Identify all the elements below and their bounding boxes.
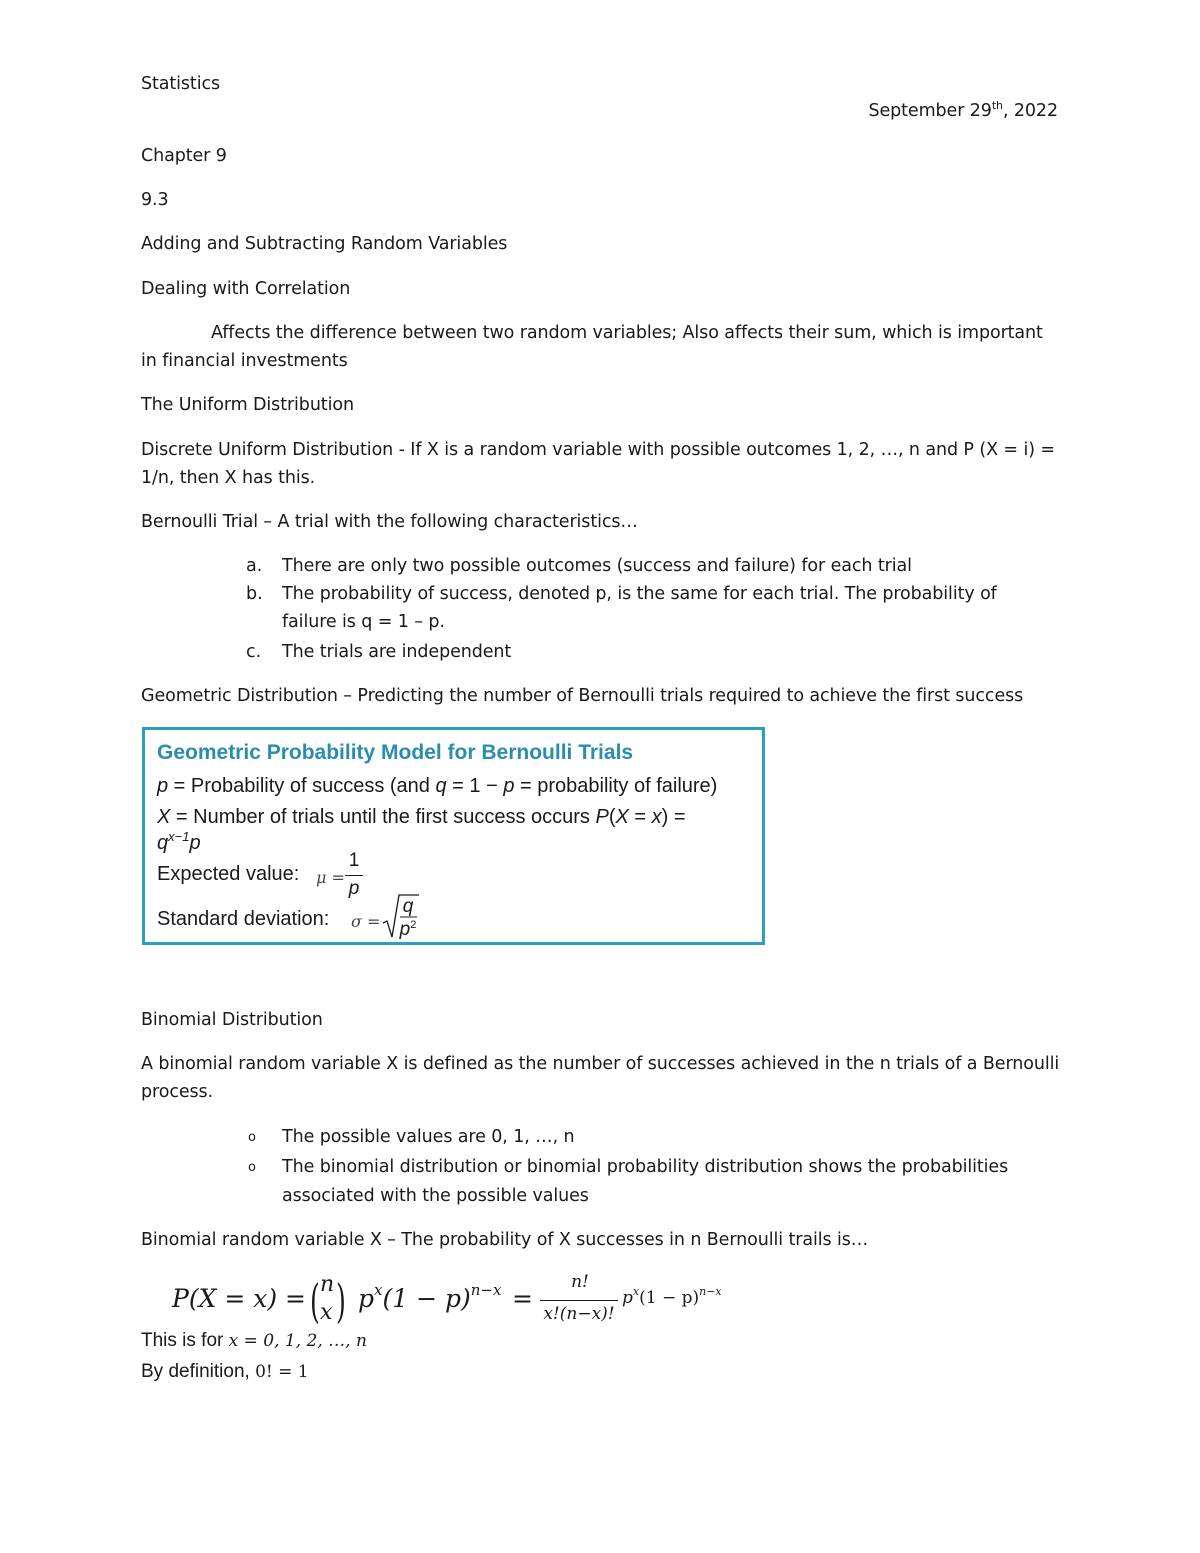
geo-p-text: = Probability of success (and xyxy=(168,775,436,797)
binomial-def-line2: process. xyxy=(141,1082,214,1102)
date-suffix: , 2022 xyxy=(1002,101,1058,121)
geo-line-x xyxy=(157,806,686,829)
bullet-item-2-line2: associated with the possible values xyxy=(282,1186,589,1206)
geo-fail-text: = probability of failure) xyxy=(514,775,718,797)
sd-denominator xyxy=(396,919,420,941)
tail-p: p xyxy=(622,1288,633,1308)
sd-numerator: q xyxy=(402,896,414,917)
mid-one-minus-p: (1 − p) xyxy=(382,1284,471,1313)
geo-X2: X xyxy=(615,806,629,828)
formula-mid xyxy=(358,1281,502,1313)
geo-p-var: p xyxy=(157,775,169,797)
geometric-model-box xyxy=(142,727,765,945)
frac-numerator: n! xyxy=(571,1272,589,1292)
list-item-c: The trials are independent xyxy=(282,642,512,662)
geo-eq2: = xyxy=(628,806,652,828)
correlation-text-line2: in financial investments xyxy=(141,351,348,371)
geo-q-exp: x−1 xyxy=(168,829,190,844)
binomial-rv-text: Binomial random variable X – The probability of X successes in n Bernoulli trails is… xyxy=(141,1230,869,1250)
list-item-b-line1: The probability of success, denoted p, is the same for each trial. The probability of xyxy=(282,584,997,604)
heading-add-sub: Adding and Subtracting Random Variables xyxy=(141,234,508,254)
binomial-def-line1: A binomial random variable X is defined as the number of successes achieved in the n trials of a Bernoulli xyxy=(141,1054,1060,1074)
binom-bottom: x xyxy=(320,1300,333,1325)
geo-paren-open: ( xyxy=(608,806,616,828)
bullet-marker-2: o xyxy=(248,1160,256,1175)
by-def-label: By definition, xyxy=(141,1361,256,1382)
bullet-item-1: The possible values are 0, 1, …, n xyxy=(282,1127,575,1147)
mu-numerator: 1 xyxy=(348,850,360,871)
subject-label: Statistics xyxy=(141,74,220,94)
this-is-for-label: This is for xyxy=(141,1330,229,1351)
tail-one-minus-p: (1 − p) xyxy=(639,1288,700,1308)
date-sup: th xyxy=(991,99,1003,112)
bernoulli-intro: Bernoulli Trial – A trial with the following characteristics… xyxy=(141,512,638,532)
frac-bar xyxy=(540,1300,618,1301)
geo-box-title: Geometric Probability Model for Bernoulli Trials xyxy=(157,741,634,764)
geo-sd-label: Standard deviation: xyxy=(157,908,330,930)
section-number: 9.3 xyxy=(141,190,169,210)
geo-P: P xyxy=(595,806,609,828)
sd-den-p: p xyxy=(399,919,411,940)
by-definition-line xyxy=(141,1361,309,1383)
binom-paren-right: ) xyxy=(336,1274,346,1328)
geometric-intro: Geometric Distribution – Predicting the number of Bernoulli trials required to achieve the first success xyxy=(141,686,1024,706)
chapter-heading: Chapter 9 xyxy=(141,146,227,166)
geo-paren-close: ) = xyxy=(661,806,686,828)
bullet-marker-1: o xyxy=(248,1130,256,1145)
binom-paren-left: ( xyxy=(310,1274,320,1328)
formula-lhs: P(X = x) = xyxy=(172,1284,306,1313)
by-def-math: 0! = 1 xyxy=(255,1362,309,1382)
list-marker-b: b. xyxy=(246,584,263,604)
heading-binomial: Binomial Distribution xyxy=(141,1010,323,1030)
geo-x-text: = Number of trials until the first success occurs xyxy=(170,806,596,828)
geo-line-q xyxy=(157,829,201,855)
list-marker-c: c. xyxy=(246,642,262,662)
geo-x-var: X xyxy=(157,806,171,828)
heading-correlation: Dealing with Correlation xyxy=(141,279,351,299)
geo-q-p: p xyxy=(189,832,201,854)
list-item-a: There are only two possible outcomes (success and failure) for each trial xyxy=(282,556,912,576)
mu-denominator: p xyxy=(348,878,360,899)
heading-uniform: The Uniform Distribution xyxy=(141,395,354,415)
binom-top: n xyxy=(320,1272,335,1297)
correlation-text-line1: Affects the difference between two random variables; Also affects their sum, which is important xyxy=(211,323,1043,343)
geo-x2: x xyxy=(651,806,662,828)
uniform-def-line1: Discrete Uniform Distribution - If X is a random variable with possible outcomes 1, 2, …, n and P (X = i) = xyxy=(141,440,1055,460)
tail-p-sup: x xyxy=(632,1285,640,1298)
frac-denominator: x!(n−x)! xyxy=(543,1304,615,1324)
this-is-for-math: x = 0, 1, 2, …, n xyxy=(228,1331,367,1351)
date-label xyxy=(868,97,1058,125)
list-item-b-line2: failure is q = 1 – p. xyxy=(282,612,445,632)
sigma-symbol: σ = xyxy=(351,912,381,931)
geo-q-base: q xyxy=(157,832,169,854)
geo-line-p xyxy=(157,775,717,798)
formula-eq: = xyxy=(512,1284,533,1313)
sd-den-sup: 2 xyxy=(410,919,417,931)
this-is-for-line xyxy=(141,1330,367,1352)
geo-p-var2: p xyxy=(503,775,515,797)
mid-p: p xyxy=(358,1284,375,1313)
bullet-item-2-line1: The binomial distribution or binomial probability distribution shows the probabilities xyxy=(282,1157,1009,1177)
formula-tail xyxy=(622,1285,722,1308)
mu-fraction-bar xyxy=(345,875,363,876)
mid-exp: n−x xyxy=(470,1281,502,1299)
mid-p-sup: x xyxy=(374,1281,383,1299)
list-marker-a: a. xyxy=(246,556,263,576)
binomial-formula xyxy=(172,1270,752,1330)
geo-eq-text: = 1 − xyxy=(446,775,504,797)
uniform-def-line2: 1/n, then X has this. xyxy=(141,468,316,488)
geo-expected-label: Expected value: xyxy=(157,863,300,885)
mu-symbol: μ = xyxy=(316,868,345,887)
tail-exp: n−x xyxy=(699,1285,722,1298)
date-prefix: September 29 xyxy=(868,101,992,121)
geo-q-var: q xyxy=(435,775,447,797)
